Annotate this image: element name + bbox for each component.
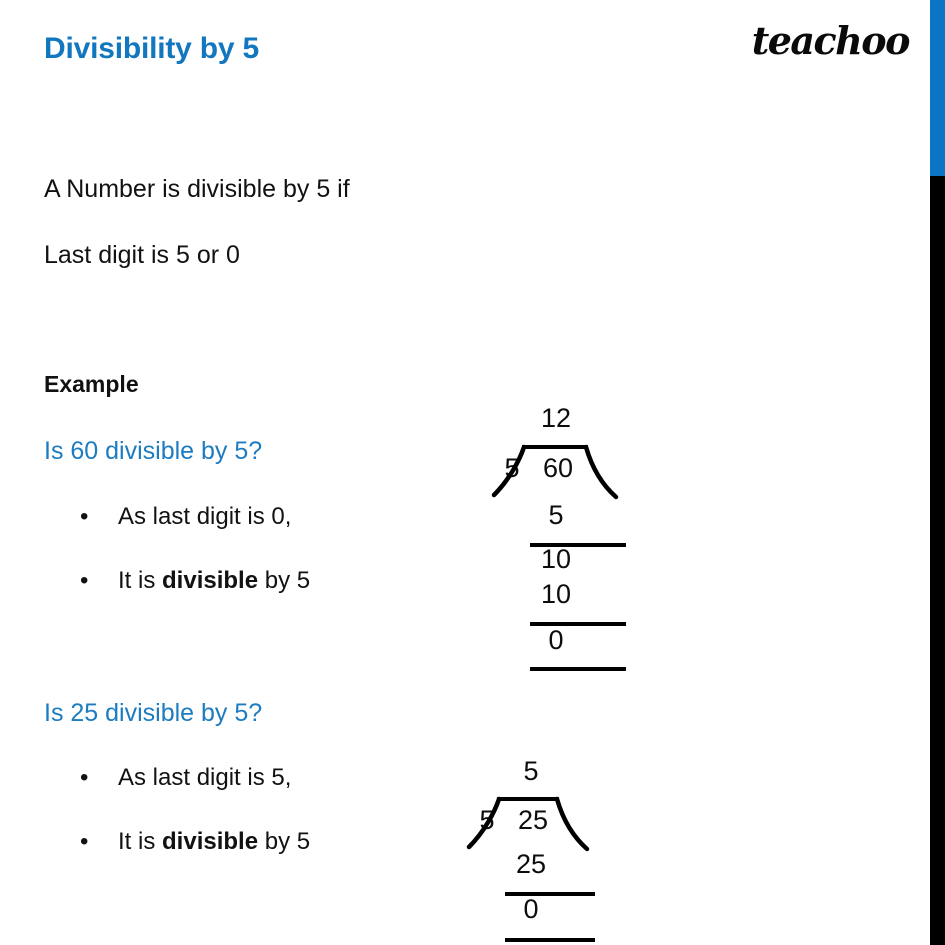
list-item-label: As last digit is 0, (118, 503, 292, 530)
division-closing-rule-line (505, 938, 595, 942)
rule-line-2: Last digit is 5 or 0 (44, 241, 240, 269)
long-division-figure-25-by-5 (455, 748, 655, 945)
division-dividend: 25 (517, 805, 549, 835)
division-final-remainder: 0 (523, 894, 539, 924)
division-quotient: 12 (540, 403, 572, 433)
division-dividend: 60 (542, 453, 574, 483)
list-item (80, 503, 291, 531)
question-case-1: Is 60 divisible by 5? (44, 437, 263, 465)
list-item (80, 567, 310, 595)
list-item-label: It is divisible by 5 (118, 567, 311, 594)
bullet-icon: • (80, 567, 89, 594)
division-step-2-subtract: 10 (540, 579, 572, 609)
teachoo-logo: teachoo (751, 18, 909, 63)
list-item-label: It is divisible by 5 (118, 828, 311, 855)
division-closing-rule-line (530, 667, 626, 671)
right-edge-black-bar (930, 176, 945, 945)
division-step-1-remainder: 10 (540, 544, 572, 574)
long-division-figure-60-by-5 (480, 395, 680, 665)
rule-line-1: A Number is divisible by 5 if (44, 175, 350, 203)
division-divisor: 5 (504, 453, 520, 483)
question-case-2: Is 25 divisible by 5? (44, 699, 263, 727)
right-edge-blue-bar (930, 0, 945, 176)
bullet-icon: • (80, 828, 89, 855)
division-step-1-subtract: 5 (548, 500, 564, 530)
bullet-icon: • (80, 503, 89, 530)
division-step-1-subtract: 25 (515, 849, 547, 879)
bullet-icon: • (80, 764, 89, 791)
list-item-label: As last digit is 5, (118, 764, 292, 791)
list-item (80, 764, 291, 792)
division-divisor: 5 (479, 805, 495, 835)
example-heading: Example (44, 371, 139, 397)
division-final-remainder: 0 (548, 625, 564, 655)
list-item (80, 828, 310, 856)
page-title: Divisibility by 5 (44, 32, 260, 65)
division-quotient: 5 (523, 756, 539, 786)
